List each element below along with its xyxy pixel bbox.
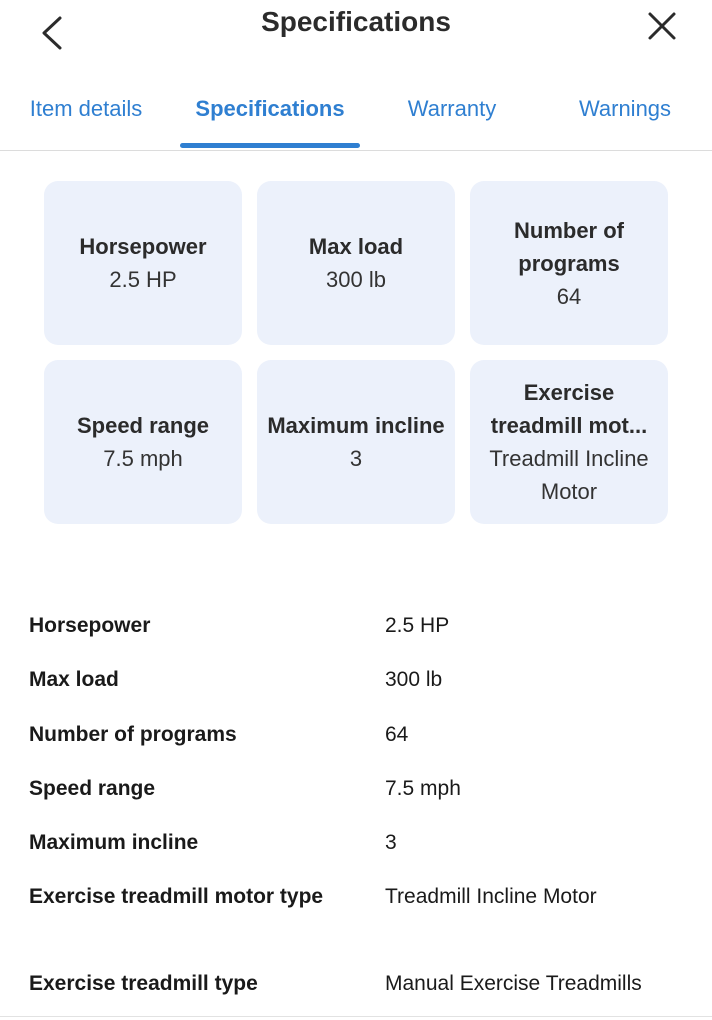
spec-value: Treadmill Incline Motor	[385, 885, 597, 908]
spec-value: Manual Exercise Treadmills	[385, 972, 642, 995]
tab-specifications[interactable]: Specifications	[195, 96, 345, 121]
card-value: 300 lb	[326, 267, 386, 292]
tab-warranty[interactable]: Warranty	[407, 96, 497, 121]
card-label: Number of programs	[514, 217, 624, 276]
spec-label: Max load	[29, 668, 119, 691]
spec-value: 64	[385, 723, 409, 746]
card-value: 2.5 HP	[109, 267, 177, 292]
card-label: Horsepower	[79, 234, 207, 259]
card-label: Maximum incline	[267, 413, 445, 438]
spec-label: Exercise treadmill motor type	[29, 885, 324, 908]
spec-label: Horsepower	[29, 614, 151, 637]
spec-label: Exercise treadmill type	[29, 972, 258, 995]
card-label: Exercise treadmill mot...	[490, 380, 648, 438]
card-value: 7.5 mph	[103, 446, 183, 471]
spec-card-max-load	[257, 181, 455, 345]
spec-value: 3	[385, 831, 397, 854]
close-button[interactable]	[644, 8, 680, 44]
bottom-divider	[0, 1016, 712, 1017]
page-title: Specifications	[261, 6, 451, 37]
spec-value: 2.5 HP	[385, 614, 450, 637]
spec-label: Speed range	[29, 777, 156, 800]
spec-card-maximum-incline	[257, 360, 455, 524]
card-value: 3	[349, 446, 363, 471]
spec-value: 300 lb	[385, 668, 443, 691]
spec-card-number-of-programs	[470, 181, 668, 345]
close-icon	[644, 8, 680, 44]
tab-warnings[interactable]: Warnings	[578, 96, 672, 121]
spec-label: Maximum incline	[29, 831, 199, 854]
header-bar	[0, 0, 712, 60]
spec-label: Number of programs	[29, 723, 237, 746]
tab-item-details[interactable]: Item details	[29, 96, 143, 121]
spec-card-horsepower	[44, 181, 242, 345]
spec-card-motor-type	[470, 360, 668, 524]
card-value: Treadmill Incline Motor	[489, 446, 649, 504]
card-label: Speed range	[76, 413, 210, 438]
spec-value: 7.5 mph	[385, 777, 461, 800]
tab-bar	[0, 86, 712, 151]
card-value: 64	[556, 283, 582, 309]
spec-card-speed-range	[44, 360, 242, 524]
card-label: Max load	[308, 234, 404, 259]
active-tab-indicator	[180, 143, 360, 148]
